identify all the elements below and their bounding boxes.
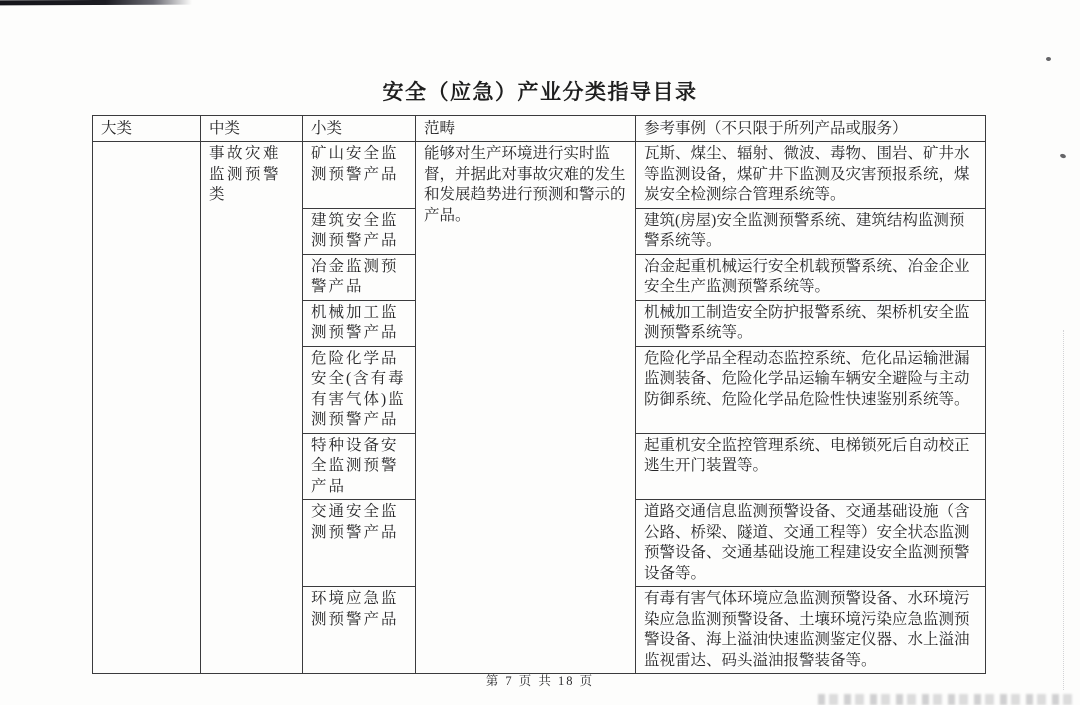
scope-cell: 能够对生产环境进行实时监督，并据此对事故灾难的发生和发展趋势进行预测和警示的产品。 xyxy=(416,142,636,674)
sub-category-cell: 机械加工监测预警产品 xyxy=(303,300,416,346)
examples-cell: 冶金起重机械运行安全机载预警系统、冶金企业安全生产监测预警系统等。 xyxy=(636,254,986,300)
examples-cell: 起重机安全监控管理系统、电梯锁死后自动校正逃生开门装置等。 xyxy=(636,433,986,500)
column-header-major-category: 大类 xyxy=(93,116,201,142)
sub-category-cell: 特种设备安全监测预警产品 xyxy=(303,433,416,500)
page-title: 安全（应急）产业分类指导目录 xyxy=(382,80,698,104)
examples-cell: 道路交通信息监测预警设备、交通基础设施（含公路、桥梁、隧道、交通工程等）安全状态监测预警设备、交通基础设施工程建设安全监测预警设备等。 xyxy=(636,500,986,587)
examples-cell: 有毒有害气体环境应急监测预警设备、水环境污染应急监测预警设备、土壤环境污染应急监测预警设备、海上溢油快速监测鉴定仪器、水上溢油监视雷达、码头溢油报警装备等。 xyxy=(636,587,986,674)
table-row xyxy=(93,142,986,209)
scan-artifact-faint-text xyxy=(818,694,1076,705)
scan-artifact-speck xyxy=(1059,153,1066,159)
table-header-row xyxy=(93,116,986,142)
sub-category-cell: 交通安全监测预警产品 xyxy=(303,500,416,587)
scan-artifact-top-edge xyxy=(0,0,192,5)
column-header-scope: 范畴 xyxy=(416,116,636,142)
classification-table xyxy=(92,115,986,674)
examples-cell: 建筑(房屋)安全监测预警系统、建筑结构监测预警系统等。 xyxy=(636,208,986,254)
sub-category-cell: 危险化学品安全(含有毒有害气体)监测预警产品 xyxy=(303,346,416,433)
scan-artifact-right-edge xyxy=(1063,330,1064,690)
major-category-cell xyxy=(93,142,201,674)
examples-cell: 机械加工制造安全防护报警系统、架桥机安全监测预警系统等。 xyxy=(636,300,986,346)
sub-category-cell: 矿山安全监测预警产品 xyxy=(303,142,416,209)
middle-category-cell: 事故灾难监测预警类 xyxy=(201,142,303,674)
column-header-sub-category: 小类 xyxy=(303,116,416,142)
examples-cell: 瓦斯、煤尘、辐射、微波、毒物、围岩、矿井水等监测设备，煤矿井下监测及灾害预报系统，煤炭安全检测综合管理系统等。 xyxy=(636,142,986,209)
sub-category-cell: 冶金监测预警产品 xyxy=(303,254,416,300)
sub-category-cell: 环境应急监测预警产品 xyxy=(303,587,416,674)
column-header-middle-category: 中类 xyxy=(201,116,303,142)
page-number-footer: 第 7 页 共 18 页 xyxy=(485,674,595,688)
column-header-examples: 参考事例（不只限于所列产品或服务） xyxy=(636,116,986,142)
scan-artifact-speck xyxy=(1046,57,1051,61)
examples-cell: 危险化学品全程动态监控系统、危化品运输泄漏监测装备、危险化学品运输车辆安全避险与主动防御系统、危险化学品危险性快速鉴别系统等。 xyxy=(636,346,986,433)
sub-category-cell: 建筑安全监测预警产品 xyxy=(303,208,416,254)
